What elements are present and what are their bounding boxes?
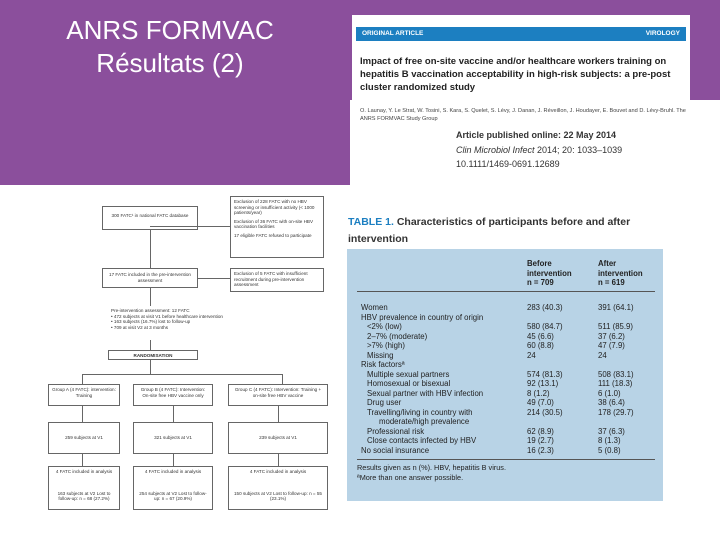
col-before-line1: Before: [527, 259, 552, 268]
table-row: [347, 303, 663, 313]
row-before: 214 (30.5): [527, 407, 563, 417]
fc-box-group-b: Group B (4 FATC): Intervention: On-site free HBV vaccine only: [133, 384, 213, 406]
table-row: [347, 360, 663, 370]
fc-line: [150, 340, 151, 350]
table-row: [347, 446, 663, 456]
row-after: 47 (7.9): [598, 341, 625, 350]
row-before: 24: [527, 350, 536, 360]
fc-line: [150, 360, 151, 374]
row-before: 60 (8.8): [527, 341, 554, 350]
col-after-line2: intervention: [598, 268, 643, 278]
table-row: [347, 398, 663, 408]
row-before: 49 (7.0): [527, 398, 554, 407]
fc-box-final-c: [228, 466, 328, 510]
col-after-line1: After: [598, 259, 617, 268]
table-row: [347, 370, 663, 380]
article-publication: [456, 128, 622, 172]
row-label: moderate/high prevalence: [379, 417, 470, 426]
row-label: Women: [361, 303, 388, 312]
fc-box-final-b: [133, 466, 213, 510]
slide-title-line1: ANRS FORMVAC: [66, 15, 274, 45]
row-label: >7% (high): [367, 341, 405, 350]
fc-analysis-a: 4 FATC included in analysis: [55, 469, 113, 474]
fc-box-exclusions: [230, 196, 324, 258]
fc-box-pre-assessment: [108, 306, 226, 340]
fc-box-v1-a: 259 subjects at V1: [48, 422, 120, 454]
fc-line: [198, 278, 230, 279]
row-before: 92 (13.1): [527, 379, 559, 388]
table-row: [347, 408, 663, 418]
article-header: [352, 15, 690, 185]
row-after: 37 (6.2): [598, 331, 625, 341]
fc-line: [282, 374, 283, 384]
published-date: Article published online: 22 May 2014: [456, 130, 617, 140]
row-before: 283 (40.3): [527, 303, 563, 312]
row-label: Travelling/living in country with: [367, 407, 473, 417]
fc-eligible: 17 eligible FATC refused to participate: [234, 232, 312, 238]
fc-line: [150, 226, 230, 227]
col-before-line2: intervention: [527, 268, 572, 278]
characteristics-table: [347, 249, 663, 501]
row-before: 45 (6.6): [527, 331, 554, 341]
row-before: 16 (2.3): [527, 445, 554, 455]
row-after: 24: [598, 350, 607, 360]
fc-box-randomisation: RANDOMISATION: [108, 350, 198, 360]
table-row: [347, 417, 663, 427]
row-after: 6 (1.0): [598, 388, 621, 398]
table-row: [347, 322, 663, 332]
table-row: [347, 389, 663, 399]
row-label: 2–7% (moderate): [367, 331, 428, 341]
citation-journal: Clin Microbiol Infect: [456, 144, 535, 155]
row-before: 62 (8.9): [527, 426, 554, 436]
row-label: Missing: [367, 350, 394, 360]
row-label: Sexual partner with HBV infection: [367, 388, 484, 398]
row-label: Close contacts infected by HBV: [367, 436, 477, 445]
fc-pre-3: • 163 subjects (16.7%) lost to follow-up: [111, 319, 191, 325]
col-header-before: [527, 259, 572, 288]
row-after: 5 (0.8): [598, 445, 621, 455]
header-band-left: [0, 100, 350, 185]
row-label: Multiple sexual partners: [367, 369, 450, 379]
citation: [456, 143, 622, 158]
row-after: 37 (6.3): [598, 426, 625, 436]
fc-line: [150, 230, 151, 268]
row-label: Professional risk: [367, 426, 425, 436]
fc-v2-a: 163 subjects at V2 Lost to follow-up: n = 68 (27.2%): [57, 490, 111, 502]
article-category: VIROLOGY: [645, 30, 680, 37]
fc-line: [82, 374, 83, 384]
table-row: [347, 379, 663, 389]
slide-title: [20, 14, 320, 80]
row-after: 178 (29.7): [598, 407, 634, 417]
row-after: 38 (6.4): [598, 398, 625, 407]
table-caption-text: Characteristics of participants before and after intervention: [348, 216, 631, 245]
table-caption: [348, 214, 678, 248]
fc-line: [278, 454, 279, 466]
doi: 10.1111/1469-0691.12689: [456, 159, 560, 169]
table-row: [347, 341, 663, 351]
article-authors: O. Launay, Y. Le Strat, W. Tosini, S. Kara, S. Quelet, S. Lévy, J. Danan, J. Réveillon, J. Houdayer, E. Bouvet and D. Lévy-Bruhl. The ANRS FORMVAC Study Group: [360, 108, 686, 122]
fc-box-group-c: Group C (4 FATC): Intervention: Training + on-site free HBV vaccine: [228, 384, 328, 406]
row-after: 111 (18.3): [598, 379, 633, 388]
fc-pre-4: • 709 at visit V2 at 3 months: [111, 324, 169, 330]
table-row: [347, 427, 663, 437]
study-flowchart: [48, 192, 330, 512]
fc-box-final-a: [48, 466, 120, 510]
fc-pre-1: Pre-intervention assessment: 12 FATC: [111, 308, 190, 313]
row-after: 391 (64.1): [598, 303, 634, 312]
row-before: 8 (1.2): [527, 388, 550, 398]
fc-excl-1: Exclusion of 228 FATC with no HBV screening or insufficient activity (< 1000 patients/year): [234, 199, 315, 216]
table-footer-rule: [357, 459, 655, 460]
col-header-after: [598, 259, 643, 288]
fc-box-group-a: Group A (4 FATC): intervention: Training: [48, 384, 120, 406]
article-section-bar: [356, 27, 686, 41]
fc-v2-b: 254 subjects at V2 Lost to follow-up: n = 67 (20.9%): [139, 490, 207, 502]
fc-line: [173, 406, 174, 422]
table-row: [347, 313, 663, 323]
article-title: Impact of free on-site vaccine and/or healthcare workers training on hepatitis B vaccination acceptability in high-risk subjects: a pre-post cluster randomized study: [360, 56, 671, 93]
table-row: [347, 332, 663, 342]
row-label: Homosexual or bisexual: [367, 379, 451, 388]
col-before-line3: n = 709: [527, 278, 554, 287]
fc-box-v1-b: 321 subjects at V1: [133, 422, 213, 454]
row-label: HBV prevalence in country of origin: [361, 312, 484, 322]
row-label: Risk factorsª: [361, 360, 405, 369]
slide-title-line2: Résultats (2): [96, 48, 244, 78]
fc-line: [82, 374, 282, 375]
row-after: 511 (85.9): [598, 322, 633, 331]
row-before: 19 (2.7): [527, 436, 554, 445]
row-label: No social insurance: [361, 445, 430, 455]
fc-analysis-c: 4 FATC included in analysis: [249, 469, 307, 474]
row-label: <2% (low): [367, 322, 402, 331]
table-row: [347, 436, 663, 446]
table-header-rule: [357, 291, 655, 292]
fc-line: [150, 288, 151, 306]
article-section: ORIGINAL ARTICLE: [362, 30, 424, 37]
fc-box-excl-3: Exclusion of 5 FATC with insufficient recruitment during pre-intervention assessment: [230, 268, 324, 292]
fc-line: [82, 454, 83, 466]
fc-line: [82, 406, 83, 422]
citation-volume: 2014; 20: 1033–1039: [534, 144, 623, 155]
fc-line: [278, 406, 279, 422]
fc-v2-c: 150 subjects at V2 Lost to follow-up: n = 55 (23.1%): [234, 490, 322, 502]
table-footnote-1: Results given as n (%). HBV, hepatitis B virus.: [357, 463, 506, 472]
table-footnote-2: ªMore than one answer possible.: [357, 473, 464, 482]
row-label: Drug user: [367, 398, 402, 407]
table-label: TABLE 1.: [348, 216, 394, 228]
row-before: 580 (84.7): [527, 322, 563, 331]
fc-line: [173, 454, 174, 466]
col-after-line3: n = 619: [598, 278, 625, 287]
fc-box-database: 300 FATC¹ in national FATC database: [102, 206, 198, 230]
fc-excl-2: Exclusion of 36 FATC with on-site HBV vaccination facilities: [234, 218, 314, 230]
row-before: 574 (81.3): [527, 369, 563, 379]
fc-pre-2: • 472 subjects at visit V1 before healthcare intervention: [111, 313, 223, 319]
row-after: 8 (1.3): [598, 436, 621, 445]
table-row: [347, 351, 663, 361]
fc-box-included: 17 FATC included in the pre-intervention assessment: [102, 268, 198, 288]
row-after: 508 (83.1): [598, 369, 634, 379]
fc-box-v1-c: 239 subjects at V1: [228, 422, 328, 454]
fc-analysis-b: 4 FATC included in analysis: [144, 469, 202, 474]
